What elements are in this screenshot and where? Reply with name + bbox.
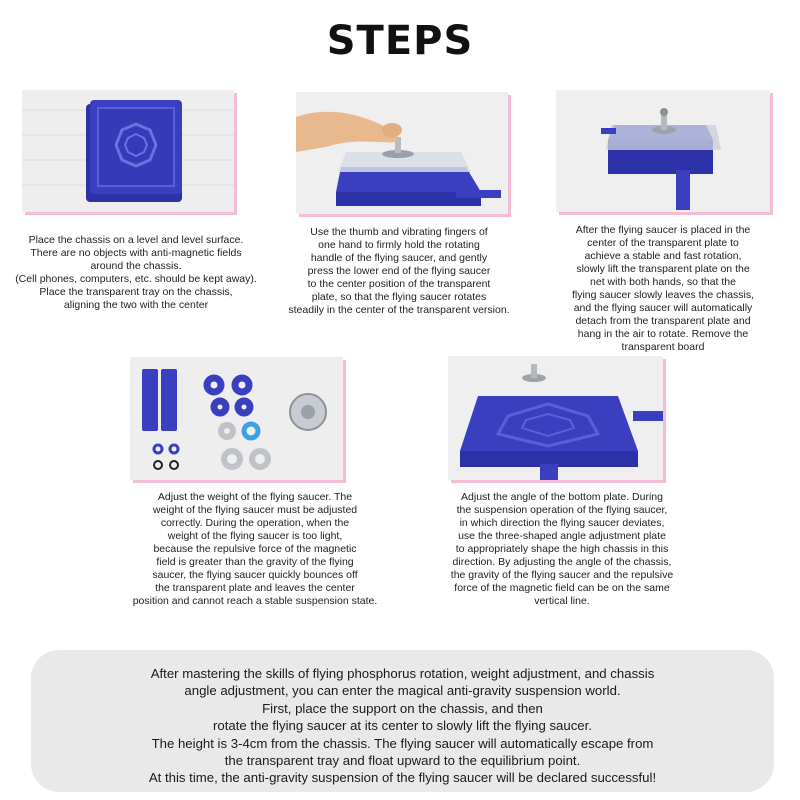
step-4-photo: [130, 357, 343, 480]
step-5-photo: [448, 356, 663, 480]
step-3-photo: [556, 90, 770, 212]
step-2-caption: Use the thumb and vibrating fingers of one hand to firmly hold the rotating handle of the flying saucer, and gently press the lower end of the flying saucer to the center position of the transparent plate, so that the flying saucer rotates steadily in the center of the transparent version.: [288, 226, 510, 316]
step-5-caption: Adjust the angle of the bottom plate. During the suspension operation of the flying saucer, in which direction the flying saucer deviates, use the three-shaped angle adjustment plate to appropriately shape the high chassis in this direction. By adjusting the angle of the chassis, the gravity of the flying saucer and the repulsive force of the magnetic field can be on the same vertical line.: [450, 491, 674, 607]
hand-spinning-saucer-photo: [296, 92, 508, 214]
levitating-saucer-photo: [448, 356, 663, 480]
step-4-caption: Adjust the weight of the flying saucer. The weight of the flying saucer must be adjusted correctly. During the operation, when the weight of the flying saucer is too light, because the repulsive force of the magnetic field is greater than the gravity of the flying saucer, the flying saucer quickly bounces off the transparent plate and leaves the center position and cannot reach a stable suspension state.: [132, 491, 378, 607]
weight-washers-photo: [130, 357, 343, 480]
step-1-caption: Place the chassis on a level and level surface. There are no objects with anti-magnetic fields around the chassis. (Cell phones, computers, etc. should be kept away). Place the transparent tray on the chassis, aligning the two with the center: [15, 234, 257, 311]
step-1-photo: [22, 90, 234, 212]
page-title: STEPS: [326, 18, 474, 64]
blue-chassis-photo: [22, 90, 234, 212]
step-2-photo: [296, 92, 508, 214]
summary-panel: [31, 650, 774, 792]
saucer-on-plate-photo: [556, 90, 770, 212]
summary-text: After mastering the skills of flying phosphorus rotation, weight adjustment, and chassis angle adjustment, you can enter the magical anti-gravity suspension world. First, place the support on the chassis, and then rotate the flying saucer at its center to slowly lift the flying saucer. The height is 3-4cm from the chassis. The flying saucer will automatically escape from the transparent tray and float upward to the equilibrium point. At this time, the anti-gravity suspension of the flying saucer will be declared successful!: [148, 666, 657, 786]
step-3-caption: After the flying saucer is placed in the center of the transparent plate to achieve a stable and fast rotation, slowly lift the transparent plate on the net with both hands, so that the flying saucer slowly leaves the chassis, and the flying saucer will automatically detach from the transparent plate and hang in the air to rotate. Remove the transparent board: [571, 224, 755, 353]
